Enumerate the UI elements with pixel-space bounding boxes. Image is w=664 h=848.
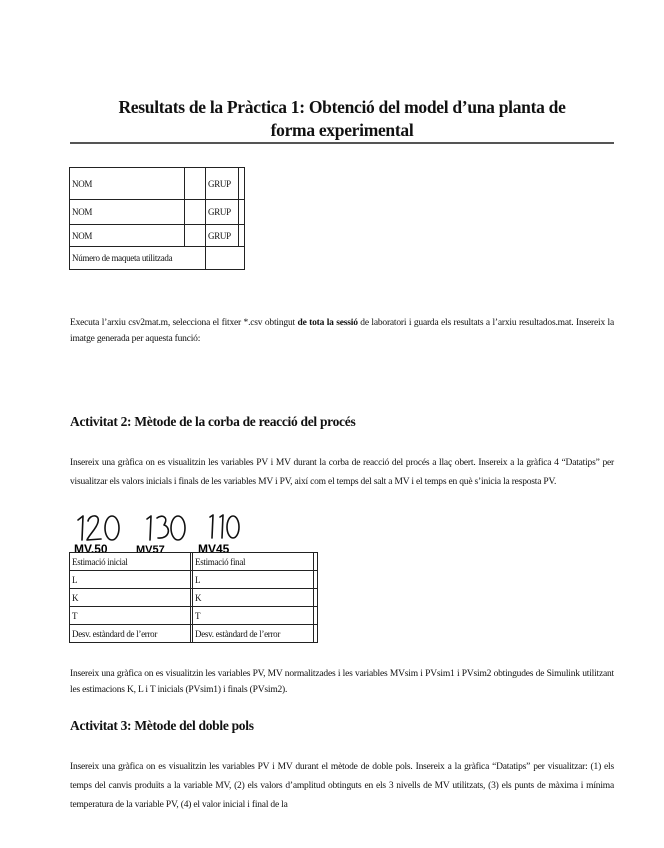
intro-text-1: Executa l’arxiu csv2mat.m, selecciona el fitxer *.csv obtingut	[70, 318, 298, 328]
handwriting-bottom-1: MV.50	[74, 542, 108, 556]
cell-final-L[interactable]: L	[193, 571, 314, 589]
names-table	[69, 167, 245, 270]
handwriting-bottom-3: MV45	[198, 542, 230, 556]
spacer-cell	[314, 625, 318, 643]
intro-bold-text: de tota la sessió	[297, 318, 358, 328]
table-row	[70, 225, 245, 247]
table-row	[70, 607, 318, 625]
cell-initial-K[interactable]: K	[70, 589, 191, 607]
group-input-cell[interactable]	[239, 225, 245, 247]
name-input-cell[interactable]	[185, 225, 206, 247]
group-input-cell[interactable]	[239, 200, 245, 225]
cell-final-K[interactable]: K	[193, 589, 314, 607]
name-input-cell[interactable]	[185, 200, 206, 225]
table-row	[70, 625, 318, 643]
handwriting-bottom-2: MV57	[136, 544, 165, 556]
name-label: NOM	[70, 225, 185, 247]
cell-initial-std[interactable]: Desv. estàndard de l’error	[70, 625, 191, 643]
page-title	[70, 96, 614, 142]
header-final: Estimació final	[193, 553, 314, 571]
name-label: NOM	[70, 200, 185, 225]
title-line-1: Resultats de la Pràctica 1: Obtenció del model d’una planta de	[118, 97, 566, 117]
spacer-cell	[314, 589, 318, 607]
table-row	[70, 553, 318, 571]
activity3-paragraph: Insereix una gràfica on es visualitzin les variables PV i MV durant el mètode de doble pols. Insereix a la gràfica “Datatips” per visualitzar: (1) els temps del canvis produïts a la variable MV, (2) els valors d’amplitud obtinguts en els 3 nivells de MV utilitzats, (3) els punts de màxima i mínima temperatura de la variable PV, (4) el valor inicial i final de la	[70, 762, 614, 810]
table-row	[70, 589, 318, 607]
spacer-cell	[314, 571, 318, 589]
spacer-cell	[314, 607, 318, 625]
title-line-2: forma experimental	[270, 120, 414, 140]
cell-initial-T[interactable]: T	[70, 607, 191, 625]
table-row	[70, 168, 245, 200]
group-input-cell[interactable]	[239, 168, 245, 200]
normalized-paragraph: Insereix una gràfica on es visualitzin les variables PV, MV normalitzades i les variables MVsim i PVsim1 i PVsim2 obtingudes de Simulink utilitzant les estimacions K, L i T inicials (PVsim1) i finals (PVsim2).	[70, 669, 614, 695]
group-label: GRUP	[206, 200, 239, 225]
table-row	[70, 571, 318, 589]
estimation-table	[69, 552, 318, 643]
activity3-heading: Activitat 3: Mètode del doble pols	[70, 718, 254, 733]
cell-final-std[interactable]: Desv. estàndard de l’error	[193, 625, 314, 643]
maqueta-label: Número de maqueta utilitzada	[70, 247, 206, 270]
title-divider	[70, 142, 614, 144]
intro-text-2: de laboratori i guarda els resultats a l’arxiu resultados.mat. Insereix la imatge generada per aquesta funció:	[70, 318, 615, 344]
table-row	[70, 247, 245, 270]
spacer-cell	[314, 553, 318, 571]
table-row	[70, 200, 245, 225]
name-input-cell[interactable]	[185, 168, 206, 200]
cell-initial-L[interactable]: L	[70, 571, 191, 589]
activity2-paragraph: Insereix una gràfica on es visualitzin les variables PV i MV durant la corba de reacció del procés a llaç obert. Insereix a la gràfica 4 “Datatips” per visualitzar els valors inicials i finals de les variables MV i PV, així com el temps del salt a MV i el temps en què s’inicia la resposta PV.	[70, 458, 614, 487]
header-initial: Estimació inicial	[70, 553, 191, 571]
group-label: GRUP	[206, 168, 239, 200]
group-label: GRUP	[206, 225, 239, 247]
maqueta-input-cell[interactable]	[206, 247, 245, 270]
name-label: NOM	[70, 168, 185, 200]
activity2-heading: Activitat 2: Mètode de la corba de reacció del procés	[70, 414, 356, 429]
cell-final-T[interactable]: T	[193, 607, 314, 625]
handwritten-notes	[72, 508, 272, 556]
intro-paragraph	[70, 315, 614, 347]
